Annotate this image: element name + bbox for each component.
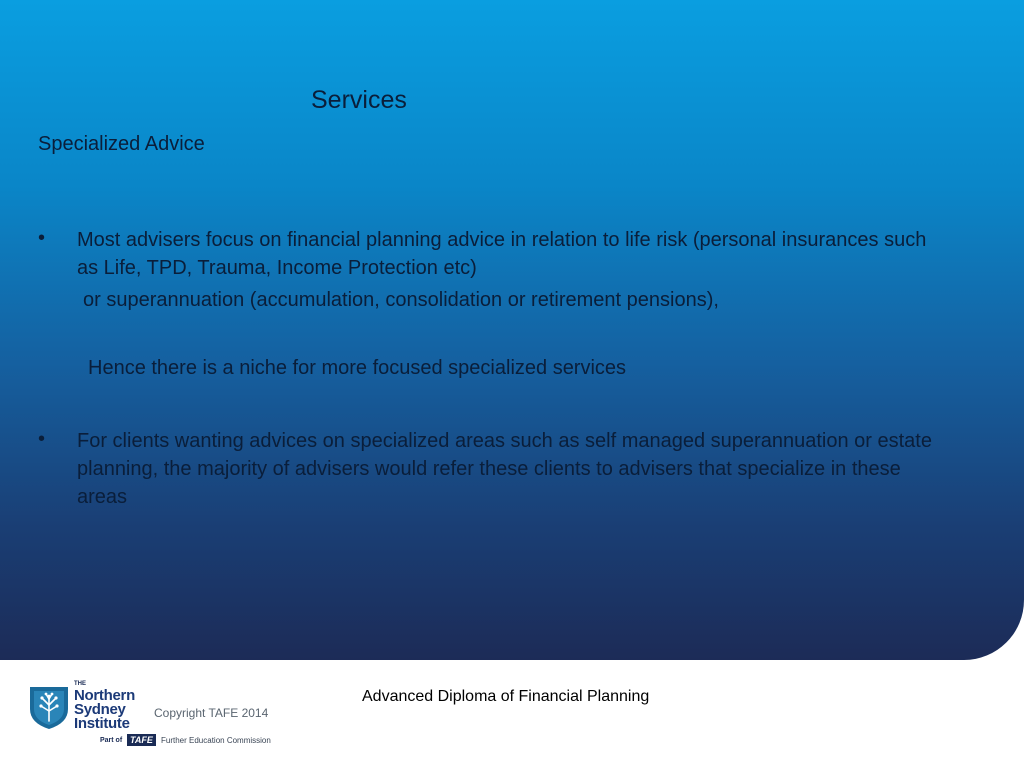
logo-northern: Northern (74, 687, 135, 704)
part-of-label: Part of (100, 737, 123, 744)
tafe-badge: TAFE (127, 734, 156, 746)
bullet-marker: • (38, 227, 46, 249)
logo-sydney: Sydney (74, 701, 126, 718)
bullet-text-1: Most advisers focus on financial planning advice in relation to life risk (personal insurances such as Life, TPD, Trauma, Income Protection etc) (77, 229, 927, 279)
logo-institute: Institute (74, 715, 130, 732)
institute-shield-icon (28, 683, 70, 731)
commission-label: Further Education Commission (161, 736, 271, 745)
slide-title: Services (311, 86, 407, 114)
niche-note: Hence there is a niche for more focused specialized services (88, 357, 627, 379)
copyright-text: Copyright TAFE 2014 (154, 706, 269, 720)
course-title: Advanced Diploma of Financial Planning (362, 688, 650, 705)
bullet-marker: • (38, 428, 46, 450)
logo-the: THE (74, 681, 86, 687)
bullet-text-2: For clients wanting advices on specialized areas such as self managed superannuation or estate planning, the majority of advisers would refer these clients to advisers that specialize in these areas (77, 430, 932, 508)
slide-subtitle: Specialized Advice (38, 133, 205, 155)
bullet-text-1-continued: or superannuation (accumulation, consolidation or retirement pensions), (83, 289, 719, 311)
